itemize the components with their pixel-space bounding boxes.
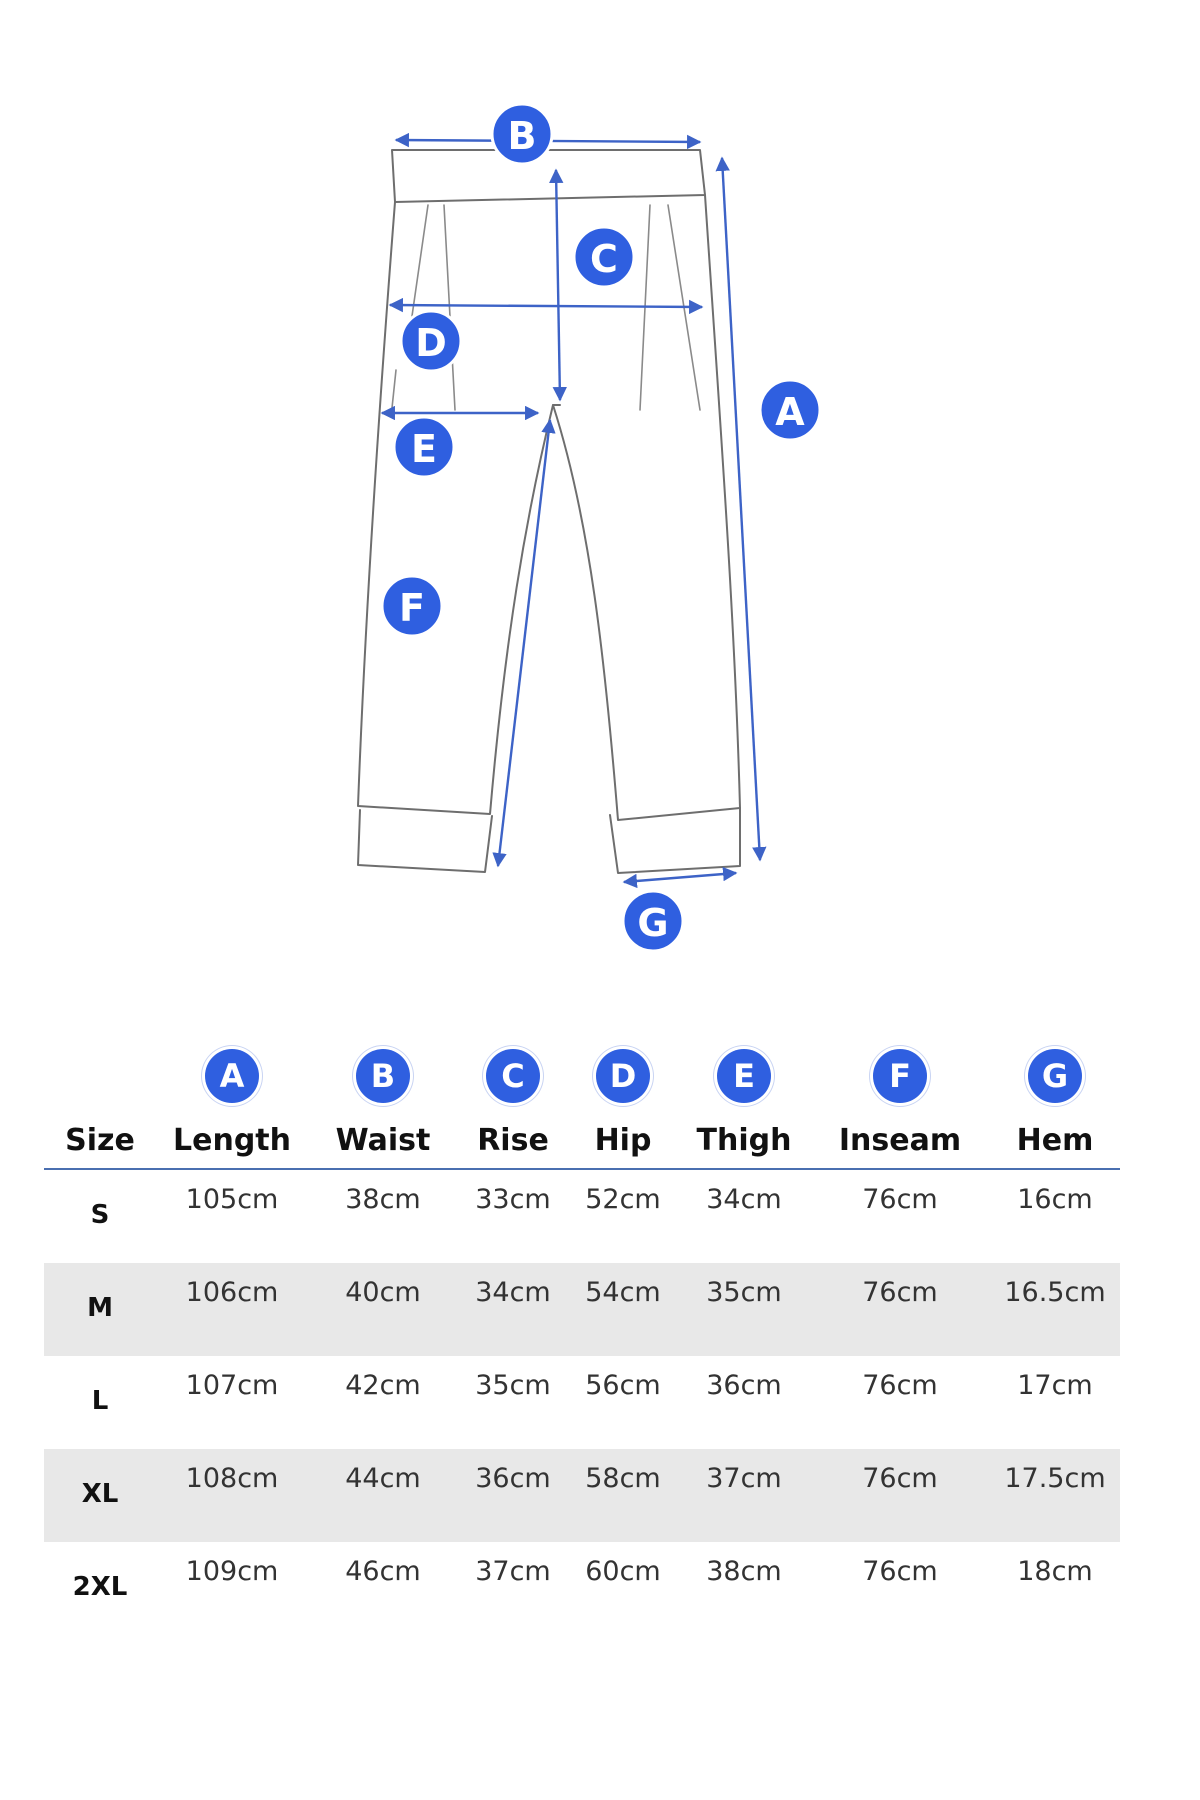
header-badge-f: F bbox=[873, 1049, 927, 1103]
cell-size: XL bbox=[81, 1479, 119, 1509]
cell-length: 107cm bbox=[185, 1370, 279, 1401]
dim-line-g bbox=[624, 873, 736, 882]
cell-waist: 46cm bbox=[345, 1556, 421, 1587]
cell-inseam: 76cm bbox=[862, 1277, 938, 1308]
cell-hem: 16cm bbox=[1017, 1184, 1093, 1215]
cell-length: 109cm bbox=[185, 1556, 279, 1587]
left-pleat-line bbox=[444, 205, 455, 410]
cell-hip: 52cm bbox=[585, 1184, 661, 1215]
cell-thigh: 37cm bbox=[706, 1463, 782, 1494]
column-header-hem: Hem bbox=[1016, 1122, 1094, 1158]
cell-inseam: 76cm bbox=[862, 1184, 938, 1215]
header-badge-row bbox=[44, 1040, 1120, 1112]
badge-b-text: B bbox=[507, 114, 537, 158]
cell-hem: 17.5cm bbox=[1004, 1463, 1106, 1494]
dim-line-c bbox=[556, 170, 560, 400]
waistband bbox=[392, 150, 705, 202]
badge-f bbox=[382, 576, 442, 636]
table-row-xl bbox=[44, 1449, 1120, 1542]
cell-length: 105cm bbox=[185, 1184, 279, 1215]
table-row-m bbox=[44, 1263, 1120, 1356]
badge-g bbox=[623, 891, 683, 951]
table-row-l bbox=[44, 1356, 1120, 1449]
badge-a-text: A bbox=[775, 390, 805, 434]
column-header-size: Size bbox=[65, 1122, 135, 1158]
table-row-s bbox=[44, 1170, 1120, 1263]
cell-hip: 56cm bbox=[585, 1370, 661, 1401]
left-pocket-short bbox=[392, 370, 396, 408]
cell-rise: 34cm bbox=[475, 1277, 551, 1308]
header-label-row bbox=[44, 1112, 1120, 1170]
column-header-thigh: Thigh bbox=[696, 1122, 792, 1158]
dim-line-f bbox=[498, 420, 550, 866]
cell-size: 2XL bbox=[72, 1572, 128, 1602]
cell-hip: 60cm bbox=[585, 1556, 661, 1587]
pants-outline bbox=[358, 150, 740, 873]
cell-rise: 33cm bbox=[475, 1184, 551, 1215]
badge-d bbox=[401, 311, 461, 371]
right-cuff bbox=[610, 808, 740, 873]
badge-c-text: C bbox=[590, 237, 618, 281]
cell-rise: 35cm bbox=[475, 1370, 551, 1401]
cell-rise: 36cm bbox=[475, 1463, 551, 1494]
column-header-hip: Hip bbox=[594, 1122, 652, 1158]
column-header-rise: Rise bbox=[477, 1122, 549, 1158]
cell-size: S bbox=[90, 1200, 110, 1230]
table-row-2xl bbox=[44, 1542, 1120, 1635]
cell-hem: 18cm bbox=[1017, 1556, 1093, 1587]
badge-g-text: G bbox=[637, 901, 669, 945]
cell-waist: 38cm bbox=[345, 1184, 421, 1215]
column-header-waist: Waist bbox=[335, 1122, 431, 1158]
cell-waist: 42cm bbox=[345, 1370, 421, 1401]
cell-length: 108cm bbox=[185, 1463, 279, 1494]
dim-line-a bbox=[722, 158, 760, 860]
cell-inseam: 76cm bbox=[862, 1556, 938, 1587]
cell-hip: 58cm bbox=[585, 1463, 661, 1494]
cell-inseam: 76cm bbox=[862, 1463, 938, 1494]
column-header-inseam: Inseam bbox=[838, 1122, 962, 1158]
size-chart-table bbox=[44, 1040, 1120, 1635]
measurement-lines bbox=[382, 140, 760, 882]
header-badge-e: E bbox=[717, 1049, 771, 1103]
badge-c bbox=[574, 227, 634, 287]
cell-rise: 37cm bbox=[475, 1556, 551, 1587]
cell-waist: 40cm bbox=[345, 1277, 421, 1308]
cell-hem: 17cm bbox=[1017, 1370, 1093, 1401]
dim-line-d bbox=[390, 305, 702, 307]
header-badge-b: B bbox=[356, 1049, 410, 1103]
cell-size: M bbox=[87, 1293, 113, 1323]
cell-inseam: 76cm bbox=[862, 1370, 938, 1401]
header-badge-d: D bbox=[596, 1049, 650, 1103]
cell-size: L bbox=[91, 1386, 109, 1416]
cell-hip: 54cm bbox=[585, 1277, 661, 1308]
column-header-length: Length bbox=[173, 1122, 291, 1158]
left-cuff bbox=[358, 810, 492, 872]
header-badge-a: A bbox=[205, 1049, 259, 1103]
header-badge-c: C bbox=[486, 1049, 540, 1103]
header-badge-g: G bbox=[1028, 1049, 1082, 1103]
left-leg bbox=[358, 202, 560, 814]
badge-e bbox=[394, 417, 454, 477]
badge-a bbox=[760, 380, 820, 440]
cell-thigh: 36cm bbox=[706, 1370, 782, 1401]
cell-hem: 16.5cm bbox=[1004, 1277, 1106, 1308]
cell-thigh: 38cm bbox=[706, 1556, 782, 1587]
cell-thigh: 34cm bbox=[706, 1184, 782, 1215]
cell-thigh: 35cm bbox=[706, 1277, 782, 1308]
badge-e-text: E bbox=[411, 427, 437, 471]
cell-waist: 44cm bbox=[345, 1463, 421, 1494]
badge-b bbox=[492, 104, 552, 164]
badge-d-text: D bbox=[415, 321, 447, 365]
cell-length: 106cm bbox=[185, 1277, 279, 1308]
badge-f-text: F bbox=[399, 586, 425, 630]
